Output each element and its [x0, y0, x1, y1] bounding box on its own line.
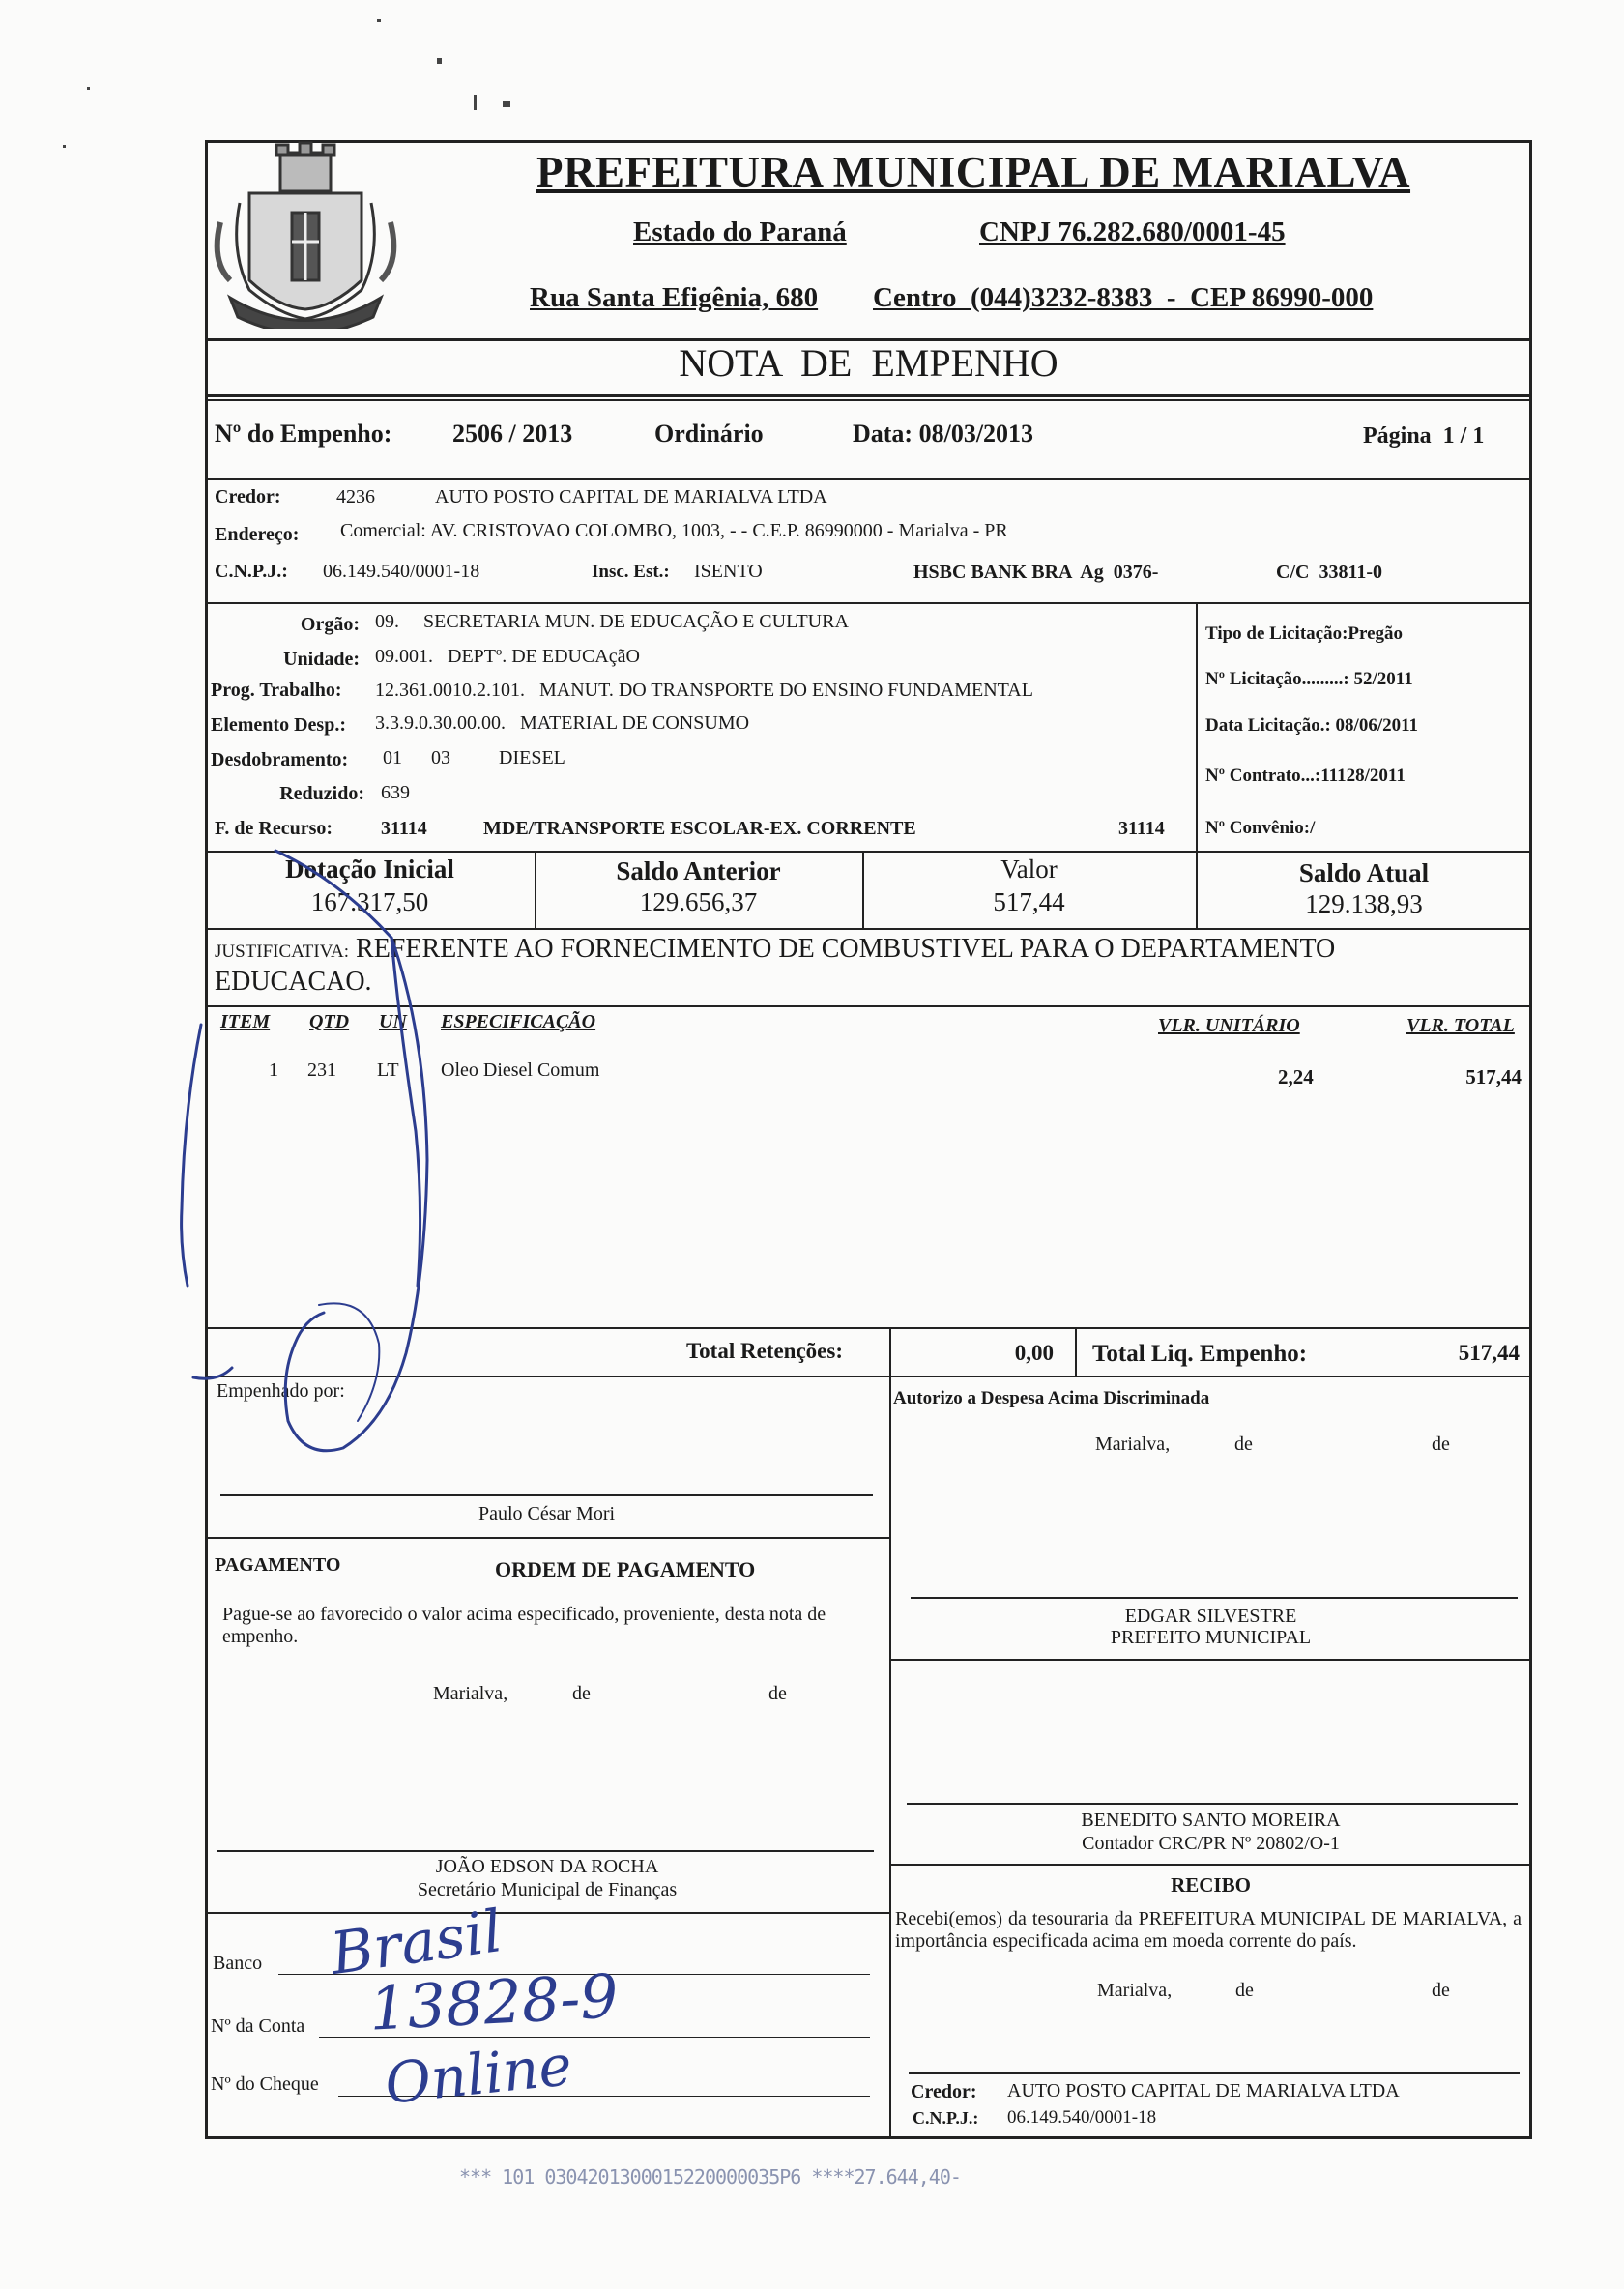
contador-crc: Contador CRC/PR Nº 20802/O-1	[1082, 1833, 1340, 1854]
ordem-pagamento: ORDEM DE PAGAMENTO	[495, 1557, 756, 1581]
col-header-total: VLR. TOTAL	[1406, 1015, 1515, 1036]
elemento-label: Elemento Desp.:	[211, 714, 346, 736]
empenho-number-label: Nº do Empenho:	[215, 420, 392, 448]
coat-of-arms-icon	[211, 135, 400, 329]
contador-name: BENEDITO SANTO MOREIRA	[1081, 1810, 1341, 1831]
col-header-item: ITEM	[220, 1011, 271, 1032]
scan-specks	[58, 10, 541, 155]
item-row-total: 517,44	[1465, 1065, 1522, 1088]
unidade-value: 09.001. DEPTº. DE EDUCAçãO	[375, 646, 640, 667]
dotacao-value: 167.317,50	[310, 887, 429, 916]
divider	[205, 928, 1532, 930]
contrato-number: Nº Contrato...:11128/2011	[1205, 766, 1406, 786]
orgao-value: 09. SECRETARIA MUN. DE EDUCAÇÃO E CULTURA	[375, 611, 849, 632]
empenhado-label: Empenhado por:	[217, 1380, 345, 1402]
liq-label: Total Liq. Empenho:	[1092, 1341, 1308, 1367]
elemento-value: 3.3.9.0.30.00.00. MATERIAL DE CONSUMO	[375, 712, 750, 734]
recibo-cnpj-label: C.N.P.J.:	[913, 2108, 979, 2128]
credor-label: Credor:	[215, 486, 281, 507]
cheque-value: Online	[381, 2032, 575, 2117]
address-centro: Centro (044)3232-8383 - CEP 86990-000	[873, 282, 1374, 313]
item-row-number: 1	[269, 1059, 278, 1081]
signature-line	[909, 2072, 1520, 2074]
credor-name: AUTO POSTO CAPITAL DE MARIALVA LTDA	[435, 486, 827, 507]
pagamento-place: Marialva,	[433, 1683, 508, 1704]
empenho-date: Data: 08/03/2013	[853, 420, 1034, 448]
divider	[205, 602, 1532, 604]
banco-label: Banco	[213, 1953, 263, 1974]
endereco-value: Comercial: AV. CRISTOVAO COLOMBO, 1003, - - C.E.P. 86990000 - Marialva - PR	[340, 520, 1008, 541]
col-header-qtd: QTD	[309, 1011, 350, 1032]
prog-label: Prog. Trabalho:	[211, 680, 342, 701]
item-row-qtd: 231	[307, 1059, 336, 1081]
saldo-anterior-value: 129.656,37	[639, 887, 758, 916]
divider	[889, 1376, 891, 2139]
cnpj-label: CNPJ 76.282.680/0001-45	[979, 217, 1286, 247]
estado-label: Estado do Paraná	[633, 217, 847, 247]
autorizo-place: Marialva,	[1095, 1434, 1171, 1455]
recibo-title: RECIBO	[1171, 1873, 1251, 1897]
recurso-desc: MDE/TRANSPORTE ESCOLAR-EX. CORRENTE	[483, 818, 916, 839]
prog-value: 12.361.0010.2.101. MANUT. DO TRANSPORTE DO ENSINO FUNDAMENTAL	[375, 680, 1033, 701]
signature-line	[220, 1494, 873, 1496]
retencoes-label: Total Retenções:	[685, 1339, 843, 1363]
unidade-label: Unidade:	[283, 649, 360, 670]
reduzido-label: Reduzido:	[279, 783, 364, 804]
recurso-label: F. de Recurso:	[215, 818, 334, 839]
divider	[205, 1912, 889, 1914]
banco-value: Brasil	[326, 1897, 507, 1989]
saldo-atual-value: 129.138,93	[1305, 889, 1423, 918]
credor-code: 4236	[336, 486, 375, 507]
recurso-code-2: 31114	[1118, 818, 1165, 839]
reduzido-value: 639	[381, 782, 410, 803]
divider	[205, 399, 1532, 401]
divider	[205, 394, 1532, 397]
divider	[205, 851, 1532, 853]
signature-line	[907, 1803, 1518, 1805]
item-row-spec: Oleo Diesel Comum	[441, 1059, 600, 1081]
dotacao-label: Dotação Inicial	[285, 855, 454, 884]
conta-label: Nº da Conta	[211, 2015, 305, 2037]
orgao-label: Orgão:	[300, 614, 360, 635]
justificativa	[215, 934, 1423, 997]
doc-title: NOTA DE EMPENHO	[679, 341, 1058, 385]
item-row-unit: 2,24	[1278, 1065, 1314, 1088]
secretario-name: JOÃO EDSON DA ROCHA	[435, 1856, 659, 1877]
bank-account: C/C 33811-0	[1276, 562, 1382, 583]
col-header-spec: ESPECIFICAÇÃO	[441, 1011, 596, 1032]
cnpj-credor-value: 06.149.540/0001-18	[323, 561, 480, 582]
prefeitura-title: PREFEITURA MUNICIPAL DE MARIALVA	[536, 148, 1411, 196]
divider	[889, 1659, 1532, 1661]
prefeito-name: EDGAR SILVESTRE	[1124, 1606, 1297, 1627]
signature-line	[217, 1850, 874, 1852]
licitacao-date: Data Licitação.: 08/06/2011	[1205, 715, 1419, 736]
justificativa-text: REFERENTE AO FORNECIMENTO DE COMBUSTIVEL PARA O DEPARTAMENTO EDUCACAO.	[215, 934, 1336, 997]
pagamento-label: PAGAMENTO	[215, 1554, 341, 1576]
pagamento-text: Pague-se ao favorecido o valor acima especificado, proveniente, desta nota de empenho.	[222, 1604, 826, 1647]
autorizo-de2: de	[1432, 1434, 1450, 1455]
divider	[889, 1327, 891, 1376]
saldo-atual-label: Saldo Atual	[1298, 858, 1430, 887]
col-header-un: UN	[379, 1011, 407, 1032]
divider	[205, 1376, 1532, 1377]
recibo-cnpj-value: 06.149.540/0001-18	[1007, 2107, 1157, 2128]
address-street: Rua Santa Efigênia, 680	[530, 282, 819, 313]
conta-value: 13828-9	[367, 1960, 621, 2044]
valor-value: 517,44	[993, 887, 1065, 916]
insc-label: Insc. Est.:	[592, 562, 670, 582]
divider	[889, 1864, 1532, 1866]
signature-line	[911, 1597, 1518, 1599]
cnpj-credor-label: C.N.P.J.:	[215, 561, 288, 582]
divider	[205, 478, 1532, 480]
page-number: Página 1 / 1	[1363, 423, 1485, 449]
divider	[1075, 1327, 1077, 1376]
recibo-de1: de	[1235, 1980, 1254, 2001]
divider	[205, 1327, 1532, 1329]
prefeito-role: PREFEITO MUNICIPAL	[1110, 1627, 1312, 1648]
justificativa-label: JUSTIFICATIVA:	[215, 942, 350, 962]
divider	[205, 1005, 1532, 1007]
endereco-label: Endereço:	[215, 524, 300, 545]
empenho-number-value: 2506 / 2013	[452, 420, 573, 448]
divider	[1196, 602, 1198, 852]
convenio-number: Nº Convênio:/	[1205, 818, 1316, 838]
desdobramento-value: 01 03 DIESEL	[383, 747, 566, 768]
cheque-label: Nº do Cheque	[211, 2073, 319, 2095]
recibo-text: Recebi(emos) da tesouraria da PREFEITURA MUNICIPAL DE MARIALVA, a importância especificada acima em moeda corrente do país.	[895, 1908, 1522, 1952]
divider	[205, 1537, 889, 1539]
liq-value: 517,44	[1458, 1341, 1520, 1365]
recibo-credor-value: AUTO POSTO CAPITAL DE MARIALVA LTDA	[1007, 2080, 1400, 2101]
recibo-de2: de	[1432, 1980, 1450, 2001]
recibo-credor-label: Credor:	[911, 2081, 977, 2102]
empenho-type: Ordinário	[654, 420, 764, 448]
item-row-un: LT	[377, 1059, 399, 1081]
pagamento-de2: de	[768, 1683, 787, 1704]
retencoes-value: 0,00	[1014, 1341, 1054, 1365]
recurso-code: 31114	[381, 818, 427, 839]
valor-label: Valor	[1000, 855, 1058, 884]
secretario-role: Secretário Municipal de Finanças	[417, 1879, 678, 1900]
insc-value: ISENTO	[694, 561, 763, 582]
empenhado-name: Paulo César Mori	[478, 1503, 616, 1524]
saldo-anterior-label: Saldo Anterior	[616, 856, 781, 885]
recibo-place: Marialva,	[1097, 1980, 1173, 2001]
footer-stamp-code: *** 101 0304201300015220000035P6 ****27.644,40-	[459, 2165, 961, 2188]
autorizo-de1: de	[1234, 1434, 1253, 1455]
autorizo-title: Autorizo a Despesa Acima Discriminada	[893, 1388, 1210, 1408]
bank-info: HSBC BANK BRA Ag 0376-	[914, 562, 1159, 583]
col-header-unit: VLR. UNITÁRIO	[1158, 1015, 1300, 1036]
desdobramento-label: Desdobramento:	[211, 749, 349, 770]
pagamento-de1: de	[572, 1683, 591, 1704]
licitacao-type: Tipo de Licitação:Pregão	[1205, 623, 1404, 644]
licitacao-number: Nº Licitação.........: 52/2011	[1205, 669, 1413, 689]
